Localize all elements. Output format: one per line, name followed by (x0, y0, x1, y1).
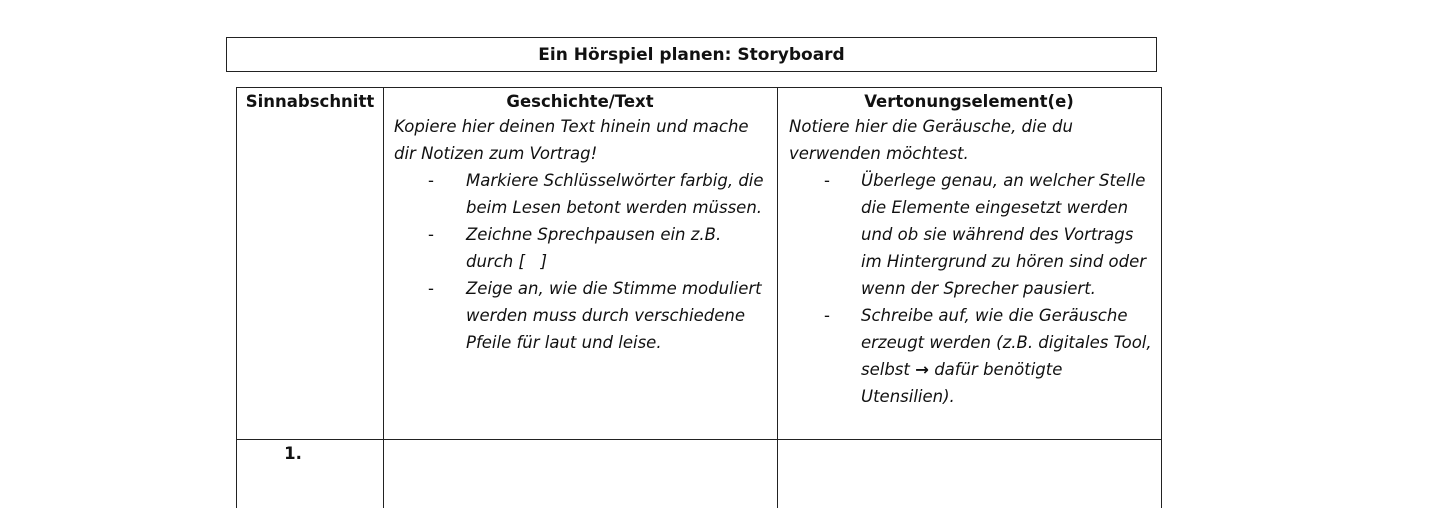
list-item: - Zeige an, wie die Stimme moduliert werden muss durch verschiedene Pfeile für laut und leise. (428, 279, 762, 352)
list-item: - Überlege genau, an welcher Stelle die Elemente eingesetzt werden und ob sie während des Vortrags im Hintergrund zu hören sind oder wenn der Sprecher pausiert. (824, 171, 1147, 298)
list-item: - Zeichne Sprechpausen ein z.B. durch [ ] (428, 225, 727, 271)
arrow-right-icon: → (915, 360, 929, 379)
list-item: - Markiere Schlüsselwörter farbig, die beim Lesen betont werden müssen. (428, 171, 764, 217)
header-sinnabschnitt: Sinnabschnitt (245, 92, 375, 111)
row-number: 1. (284, 444, 302, 463)
text-column-intro: Kopiere hier deinen Text hinein und mache dir Notizen zum Vortrag! (394, 117, 749, 163)
header-vertonungselemente: Vertonungselement(e) (864, 92, 1074, 111)
text-column-cell (394, 92, 774, 356)
storyboard-table (236, 87, 1162, 508)
header-geschichte-text: Geschichte/Text (506, 92, 654, 111)
sound-column-cell (789, 92, 1159, 410)
text-column-bullets (394, 167, 766, 356)
row-text-cell[interactable] (384, 440, 776, 510)
row-sounds-cell[interactable] (778, 440, 1160, 510)
sound-column-intro: Notiere hier die Geräusche, die du verwenden möchtest. (789, 117, 1073, 163)
sound-column-bullets (789, 167, 1157, 410)
list-item: - Schreibe auf, wie die Geräusche erzeugt werden (z.B. digitales Tool, selbst → dafür benötigte Utensilien). (824, 306, 1157, 406)
page-title: Ein Hörspiel planen: Storyboard (226, 37, 1157, 72)
